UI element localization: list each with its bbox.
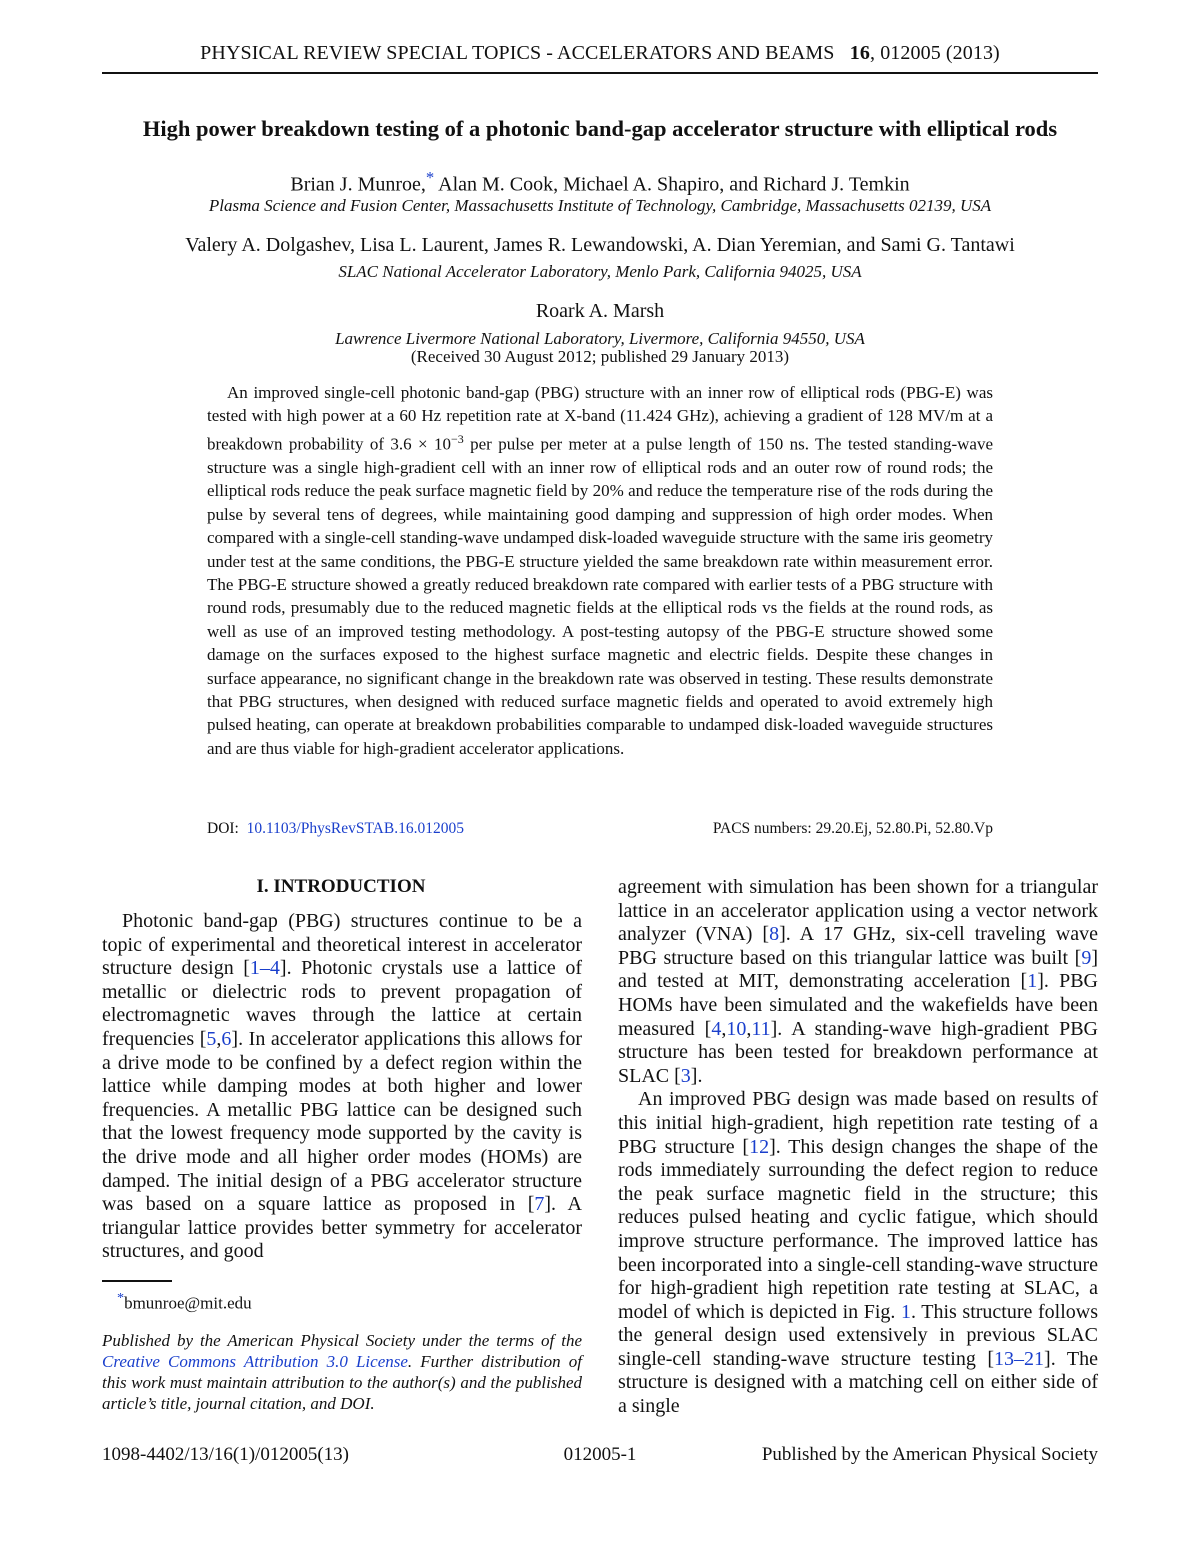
ref-link[interactable]: 8	[769, 923, 780, 946]
ref-link[interactable]: 4	[711, 1017, 722, 1040]
affiliation-mit: Plasma Science and Fusion Center, Massachusetts Institute of Technology, Cambridge, Massachusetts 02139, USA	[208, 196, 992, 215]
footnote	[117, 1290, 252, 1314]
author-line-1	[102, 168, 1098, 197]
ref-link[interactable]: 3	[680, 1064, 691, 1087]
footnote-rule	[102, 1280, 172, 1282]
doi-label: DOI:	[207, 820, 239, 837]
ref-link[interactable]: 5	[206, 1027, 217, 1050]
affiliation-slac: SLAC National Accelerator Laboratory, Menlo Park, California 94025, USA	[338, 262, 862, 281]
paper-title: High power breakdown testing of a photonic band-gap accelerator structure with elliptical rods	[142, 116, 1058, 141]
license-notice: Published by the American Physical Society under the terms of the Creative Commons Attribution 3.0 License. Further distribution of this work must maintain attribution to the author(s) and the published article’s title, journal citation, and DOI.	[102, 1331, 582, 1413]
ref-link[interactable]: 7	[534, 1193, 545, 1216]
abstract-exponent: −3	[450, 431, 464, 446]
section-heading-introduction: I. INTRODUCTION	[256, 876, 426, 897]
journal-name: PHYSICAL REVIEW SPECIAL TOPICS - ACCELERATORS AND BEAMS	[200, 42, 835, 64]
received-published-dates: (Received 30 August 2012; published 29 January 2013)	[410, 347, 790, 366]
affiliation-llnl: Lawrence Livermore National Laboratory, Livermore, California 94550, USA	[335, 329, 865, 348]
authors-mit-first: Brian J. Munroe,	[290, 173, 426, 196]
footnote-email: bmunroe@mit.edu	[124, 1293, 252, 1313]
corresponding-author-marker[interactable]: *	[425, 168, 435, 187]
footer-publisher: Published by the American Physical Society	[761, 1444, 1098, 1465]
intro-paragraph-1-cont: agreement with simulation has been shown for a triangular lattice in an accelerator application using a vector network analyzer (VNA) [8]. A 17 GHz, six-cell traveling wave PBG structure based on this triangular lattice was built [9] and tested at MIT, demonstrating acceleration [1]. PBG HOMs have been simulated and the wakefields have been measured [4,10,11]. A standing-wave high-gradient PBG structure has been tested for breakdown performance at SLAC [3].	[618, 876, 1098, 1087]
ref-link[interactable]: 12	[749, 1135, 770, 1158]
running-header	[102, 42, 1098, 65]
right-column	[618, 876, 1098, 1419]
ref-link[interactable]: 6	[221, 1027, 232, 1050]
figure-link[interactable]: 1	[901, 1300, 912, 1323]
abstract	[207, 381, 993, 760]
authors-mit-rest: Alan M. Cook, Michael A. Shapiro, and Richard J. Temkin	[434, 173, 910, 196]
author-line-3: Roark A. Marsh	[535, 300, 665, 322]
footer-issn: 1098-4402/13/16(1)/012005(13)	[102, 1444, 349, 1465]
footer-page-number: 012005-1	[563, 1444, 637, 1465]
footnote-marker[interactable]: *	[117, 1290, 125, 1306]
author-line-2: Valery A. Dolgashev, Lisa L. Laurent, James R. Lewandowski, A. Dian Yeremian, and Sami G. Tantawi	[185, 234, 1015, 256]
left-column	[102, 910, 582, 1264]
ref-link[interactable]: 1	[1027, 970, 1038, 993]
abstract-text-1: An improved single-cell photonic band-gap (PBG) structure with an inner row of elliptical rods (PBG-E) was tested with high power at a 60 Hz repetition rate at X-band (11.424 GHz), achieving a gradient of 128 MV/m at a breakdown probability of 3.6 × 10	[207, 383, 993, 454]
header-rule	[102, 72, 1098, 74]
journal-citation: , 012005 (2013)	[870, 42, 1000, 64]
pacs-numbers: PACS numbers: 29.20.Ej, 52.80.Pi, 52.80.Vp	[712, 820, 993, 837]
abstract-text-2: per pulse per meter at a pulse length of 150 ns. The tested standing-wave structure was a single high-gradient cell with an inner row of elliptical rods and an outer row of round rods; the elliptical rods reduce the peak surface magnetic field by 20% and reduce the temperature rise of the rods during the pulse by several tens of degrees, while maintaining good damping and suppression of high order modes. When compared with a single-cell standing-wave undamped disk-loaded waveguide structure with the same iris geometry under test at the same conditions, the PBG-E structure yielded the same breakdown rate within measurement error. The PBG-E structure showed a greatly reduced breakdown rate compared with earlier tests of a PBG structure with round rods, presumably due to the reduced magnetic fields at the elliptical rods vs the fields at the round rods, as well as use of an improved testing methodology. A post-testing autopsy of the PBG-E structure showed some damage on the surfaces exposed to the highest surface magnetic and electric fields. Despite these changes in surface appearance, no significant change in the breakdown rate was observed in testing. These results demonstrate that PBG structures, when designed with reduced surface magnetic fields and operated to avoid extremely high pulsed heating, can operate at breakdown probabilities comparable to undamped disk-loaded waveguide structures and are thus viable for high-gradient accelerator applications.	[207, 434, 993, 758]
ref-link[interactable]: 11	[751, 1017, 771, 1040]
ref-link[interactable]: 10	[726, 1017, 747, 1040]
ref-link[interactable]: 13–21	[994, 1347, 1045, 1370]
journal-volume: 16	[849, 42, 870, 64]
license-link[interactable]: Creative Commons Attribution 3.0 License	[102, 1352, 408, 1371]
intro-paragraph-1: Photonic band-gap (PBG) structures continue to be a topic of experimental and theoretical interest in accelerator structure design [1–4]. Photonic crystals use a lattice of metallic or dielectric rods to prevent propagation of electromagnetic waves through the lattice at certain frequencies [5,6]. In accelerator applications this allows for a drive mode to be confined by a defect region within the lattice while damping modes at both higher and lower frequencies. A metallic PBG lattice can be designed such that the lowest frequency mode supported by the cavity is the drive mode and all higher order modes (HOMs) are damped. The initial design of a PBG accelerator structure was based on a square lattice as proposed in [7]. A triangular lattice provides better symmetry for accelerator structures, and good	[102, 910, 583, 1263]
ref-link[interactable]: 1–4	[249, 957, 280, 980]
intro-paragraph-2: An improved PBG design was made based on results of this initial high-gradient, high repetition rate testing of a PBG structure [12]. This design changes the shape of the rods immediately surrounding the defect region to reduce the peak surface magnetic field in the structure; this reduces pulsed heating and cyclic fatigue, which should improve structure performance. The improved lattice has been incorporated into a single-cell standing-wave structure for high-gradient high repetition rate testing at SLAC, a model of which is depicted in Fig. 1. This structure follows the general design used extensively in previous SLAC single-cell standing-wave structure testing [13–21]. The structure is designed with a matching cell on either side of a single	[618, 1088, 1098, 1418]
ref-link[interactable]: 9	[1081, 946, 1092, 969]
doi-link[interactable]: 10.1103/PhysRevSTAB.16.012005	[246, 820, 464, 837]
doi-line	[207, 820, 464, 838]
